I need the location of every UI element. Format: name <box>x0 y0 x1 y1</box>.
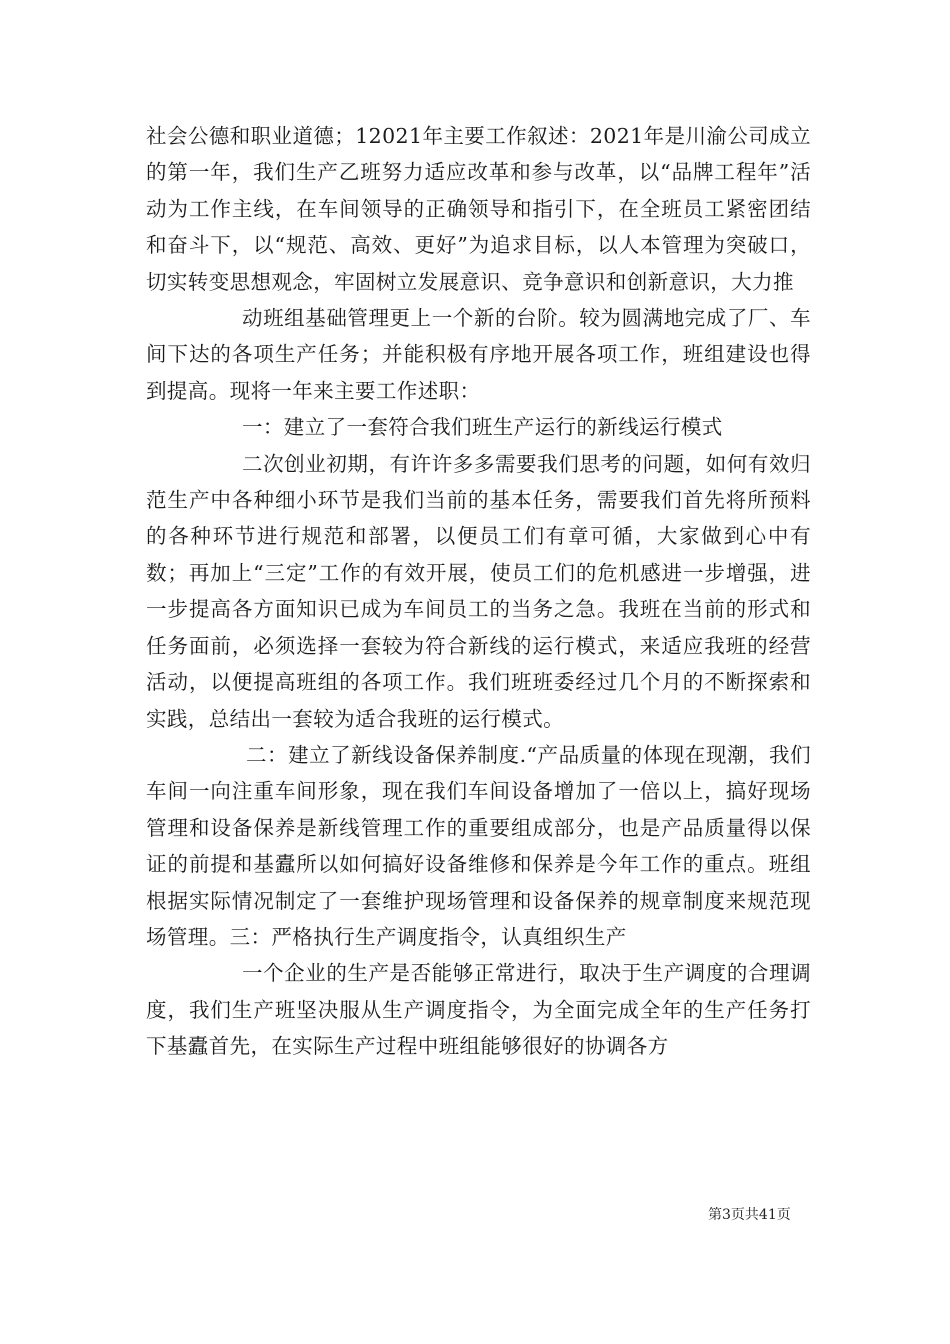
paragraph-3: 二次创业初期，有许许多多需要我们思考的问题，如何有效归范生产中各种细小环节是我们当前的基本任务，需要我们首先将所预料的各种环节进行规范和部署，以便员工们有章可循，大家做到心中有数；再加上“三定”工作的有效开展，使员工们的危机感进一步增强，进一步提高各方面知识已成为车间员工的当务之急。我班在当前的形式和任务面前，必须选择一套较为符合新线的运行模式，来适应我班的经营活动，以便提高班组的各项工作。我们班班委经过几个月的不断探索和实践，总结出一套较为适合我班的运行模式。 <box>146 451 811 731</box>
paragraph-5: 一个企业的生产是否能够正常进行，取决于生产调度的合理调度，我们生产班坚决服从生产调度指令，为全面完成全年的生产任务打下基蠹首先，在实际生产过程中班组能够很好的协调各方 <box>146 961 811 1059</box>
paragraph-4: 二：建立了新线设备保养制度.“产品质量的体现在现潮，我们车间一向注重车间形象，现在我们车间设备增加了一倍以上，搞好现场管理和设备保养是新线管理工作的重要组成部分，也是产品质量得以保证的前提和基蠹所以如何搞好设备维修和保养是今年工作的重点。班组根据实际情况制定了一套维护现场管理和设备保养的规章制度来规范现场管理。三：严格执行生产调度指令，认真组织生产 <box>146 742 811 949</box>
paragraph-2: 动班组基础管理更上一个新的台阶。较为圆满地完成了厂、车间下达的各项生产任务；并能积极有序地开展各项工作，班组建设也得到提高。现将一年来主要工作述职： <box>146 306 811 403</box>
document-body <box>146 118 811 1065</box>
page-number: 第3页共41页 <box>708 1207 791 1223</box>
paragraph-1: 社会公德和职业道德；12021年主要工作叙述：2021年是川渝公司成立的第一年，我们生产乙班努力适应改革和参与改革，以“品牌工程年”活动为工作主线，在车间领导的正确领导和指引下，在全班员工紧密团结和奋斗下，以“规范、高效、更好”为追求目标，以人本管理为突破口，切实转变思想观念，牢固树立发展意识、竞争意识和创新意识，大力推 <box>146 124 811 294</box>
section-heading-1: 一：建立了一套符合我们班生产运行的新线运行模式 <box>242 415 723 440</box>
